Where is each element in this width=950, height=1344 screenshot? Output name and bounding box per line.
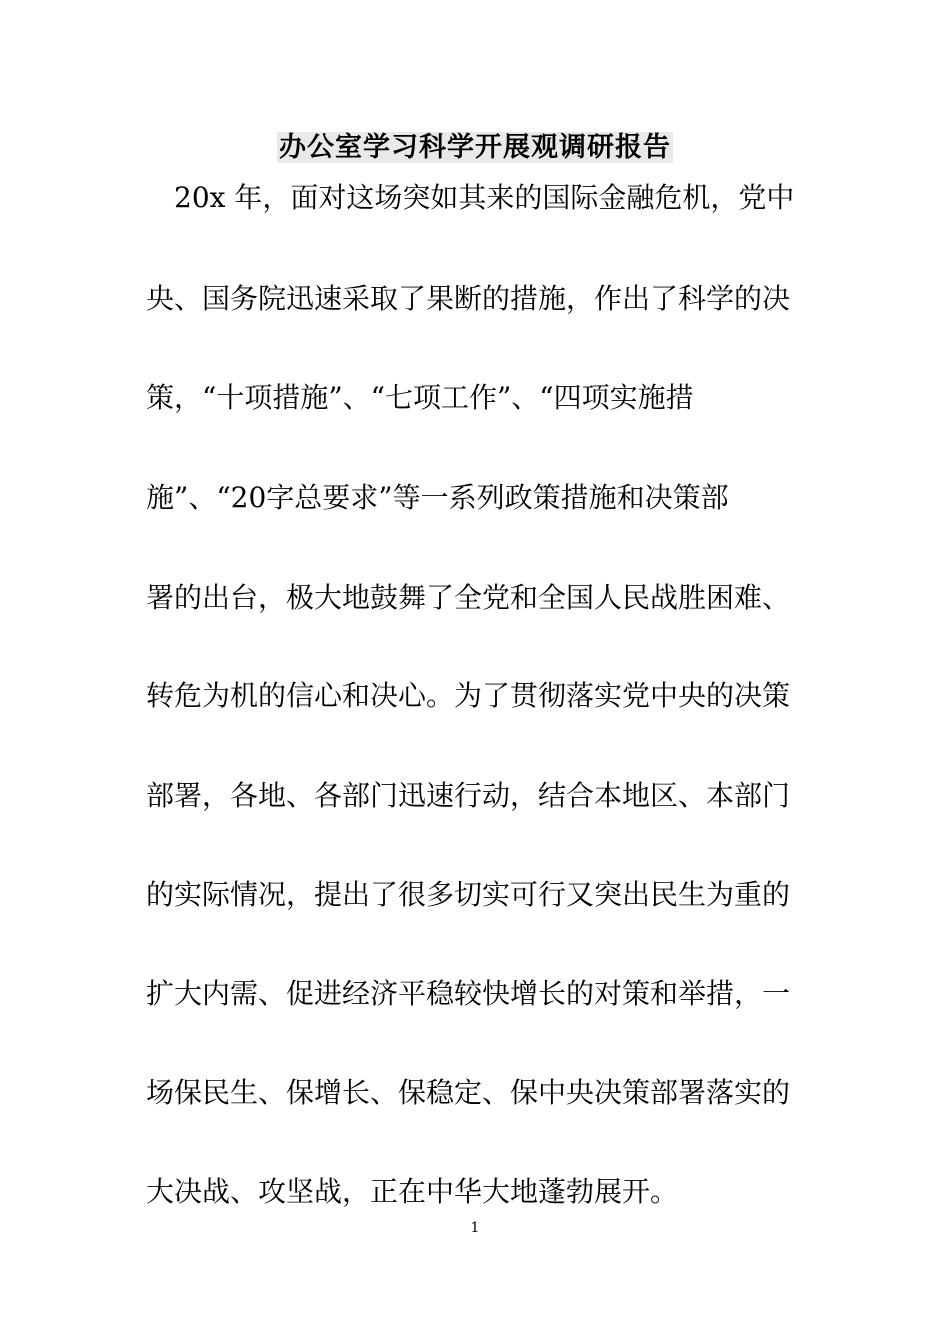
document-title: [0, 128, 950, 168]
body-line-10: 场保民生、保增长、保稳定、保中央决策部署落实的: [146, 1076, 791, 1109]
body-line-3: 策，“十项措施”、“七项工作”、“四项实施措: [146, 381, 694, 414]
page-number: 1: [470, 1220, 480, 1236]
body-line-1: 20x 年，面对这场突如其来的国际金融危机，党中: [146, 181, 795, 214]
body-line-5: 署的出台，极大地鼓舞了全党和全国人民战胜困难、: [146, 581, 791, 614]
body-line-8: 的实际情况，提出了很多切实可行又突出民生为重的: [146, 878, 791, 911]
body-line-9: 扩大内需、促进经济平稳较快增长的对策和举措，一: [146, 977, 791, 1010]
body-line-2: 央、国务院迅速采取了果断的措施，作出了科学的决: [146, 282, 791, 315]
body-line-4: 施”、“20字总要求”等一系列政策措施和决策部: [146, 481, 729, 514]
body-line-6: 转危为机的信心和决心。为了贯彻落实党中央的决策: [146, 679, 791, 712]
body-line-11: 大决战、攻坚战，正在中华大地蓬勃展开。: [146, 1175, 679, 1208]
document-title-text: 办公室学习科学开展观调研报告: [279, 132, 671, 163]
body-line-7: 部署，各地、各部门迅速行动，结合本地区、本部门: [146, 779, 791, 812]
